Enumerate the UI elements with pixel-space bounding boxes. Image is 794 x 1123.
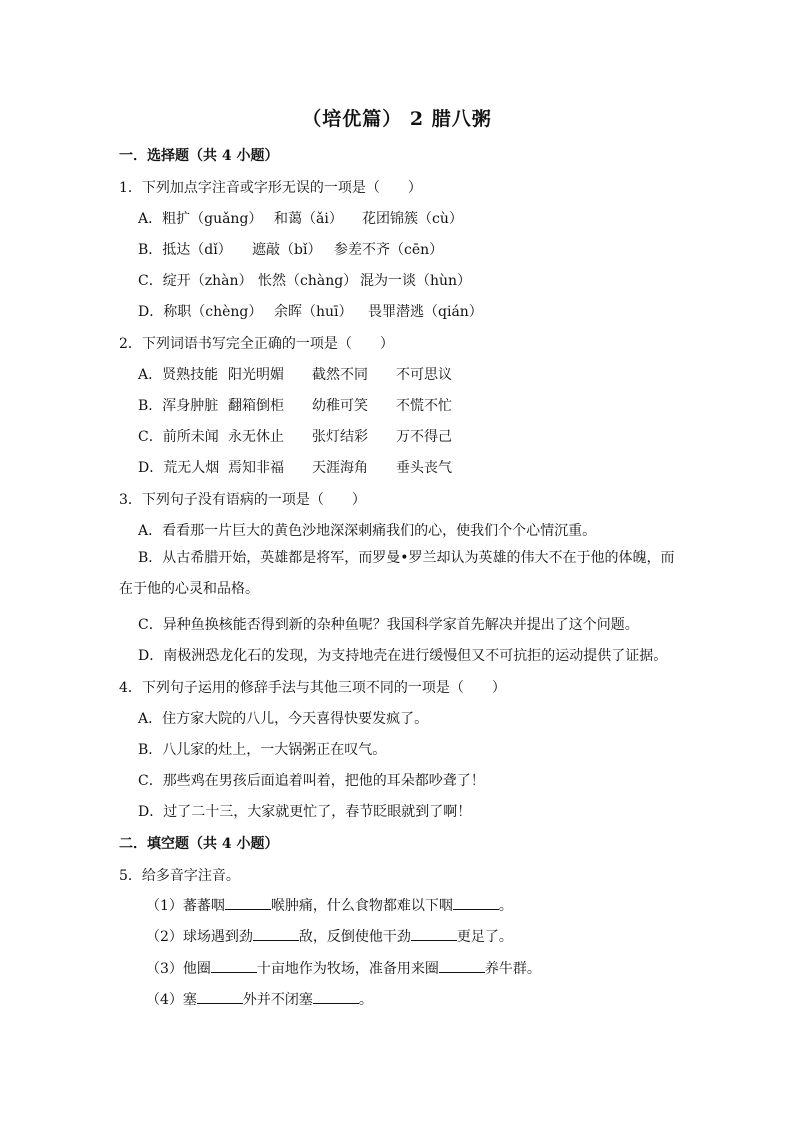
section-heading-fill: 二．填空题（共 4 小题） [119,836,279,852]
option-cell: 幼稚可笑 [312,398,368,414]
option-cell: 不可思议 [396,367,452,383]
option-cell: D．称职（chèng） [138,304,263,320]
item-text: 外并不闭塞 [242,992,313,1008]
option-cell: B．浑身肿脏 [138,398,219,414]
option-cell: A．贤熟技能 [138,367,219,383]
question-1-stem: 1．下列加点字注音或字形无误的一项是（ ） [119,180,422,196]
item-text: （1）蕃蕃咽 [146,898,225,914]
question-1-option-a [138,208,463,228]
item-text: （2）球场遇到劲 [146,929,253,945]
option-cell: 混为一谈（hùn） [360,273,472,289]
question-1-option-d [138,301,483,321]
option-cell: 万不得己 [396,429,452,445]
option-cell: 余晖（huī） [274,304,353,320]
question-5-item-4 [146,989,373,1009]
question-2-option-d [138,457,452,477]
option-cell: A．粗扩（guǎng） [138,211,263,227]
item-text: （3）他圈 [146,961,211,977]
question-5-item-2 [146,926,513,946]
question-3-option-b: B．从古希腊开始，英雄都是将军，而罗曼•罗兰却认为英雄的伟大不在于他的体魄，而在于他的心灵和品格。 [119,550,675,597]
option-cell: 和蔼（ǎi） [274,211,343,227]
option-cell: 遮敲（bǐ） [252,242,322,258]
item-text: （4）塞 [146,992,197,1008]
question-3-option-d: D．南极洲恐龙化石的发现，为支持地壳在进行缓慢但又不可抗拒的运动提供了证据。 [138,648,668,664]
option-cell: 花团锦簇（cù） [362,211,463,227]
question-2-option-c [138,426,452,446]
answer-blank[interactable] [439,958,485,973]
question-4-option-c: C．那些鸡在男孩后面追着叫着，把他的耳朵都吵聋了！ [138,773,485,789]
option-cell: 焉知非福 [228,460,284,476]
option-cell: D．荒无人烟 [138,460,220,476]
item-text: 。 [498,898,513,914]
question-1-option-c [138,270,471,290]
option-cell: 张灯结彩 [312,429,368,445]
question-5-item-3 [146,958,541,978]
question-4-option-a: A．住方家大院的八儿，今天喜得快要发疯了。 [138,711,429,727]
question-2-stem: 2．下列词语书写完全正确的一项是（ ） [119,336,394,352]
item-text: 喉肿痛，什么食物都难以下咽 [270,898,453,914]
answer-blank[interactable] [313,989,359,1004]
answer-blank[interactable] [411,926,457,941]
item-text: 养牛群。 [484,961,541,977]
option-cell: C．绽开（zhàn） [138,273,253,289]
question-3-option-a: A．看看那一片巨大的黄色沙地深深刺痛我们的心，使我们个个心情沉重。 [138,523,597,539]
item-text: 十亩地作为牧场，准备用来圈 [256,961,439,977]
question-2-option-b [138,395,452,415]
answer-blank[interactable] [211,958,257,973]
question-4-option-b: B．八儿家的灶上，一大锅粥正在叹气。 [138,742,387,758]
question-3-option-c: C．异种鱼换核能否得到新的杂种鱼呢？我国科学家首先解决并提出了这个问题。 [138,617,639,633]
page-title: （培优篇） 2 腊八粥 [302,108,492,130]
item-text: 敌，反倒使他干劲 [298,929,411,945]
question-5-stem: 5．给多音字注音。 [119,868,240,884]
question-1-option-b [138,239,443,259]
option-cell: 天涯海角 [312,460,368,476]
item-text: 更足了。 [456,929,513,945]
option-cell: 永无休止 [228,429,284,445]
question-2-option-a [138,364,452,384]
option-cell: 翻箱倒柜 [228,398,284,414]
option-cell: 垂头丧气 [396,460,452,476]
question-4-option-d: D．过了二十三，大家就更忙了，春节眨眼就到了啊！ [138,804,472,820]
answer-blank[interactable] [453,895,499,910]
option-cell: 截然不同 [312,367,368,383]
answer-blank[interactable] [225,895,271,910]
question-4-stem: 4．下列句子运用的修辞手法与其他三项不同的一项是（ ） [119,680,506,696]
option-cell: 畏罪潜逃（qián） [368,304,483,320]
option-cell: C．前所未闻 [138,429,219,445]
item-text: 。 [358,992,373,1008]
option-cell: B．抵达（dǐ） [138,242,232,258]
option-cell: 参差不齐（cēn） [334,242,444,258]
option-cell: 怅然（chàng） [258,273,358,289]
section-heading-choice: 一．选择题（共 4 小题） [119,148,279,164]
option-cell: 不慌不忙 [396,398,452,414]
answer-blank[interactable] [253,926,299,941]
option-cell: 阳光明媚 [228,367,284,383]
question-5-item-1 [146,895,513,915]
answer-blank[interactable] [197,989,243,1004]
question-3-stem: 3．下列句子没有语病的一项是（ ） [119,492,366,508]
